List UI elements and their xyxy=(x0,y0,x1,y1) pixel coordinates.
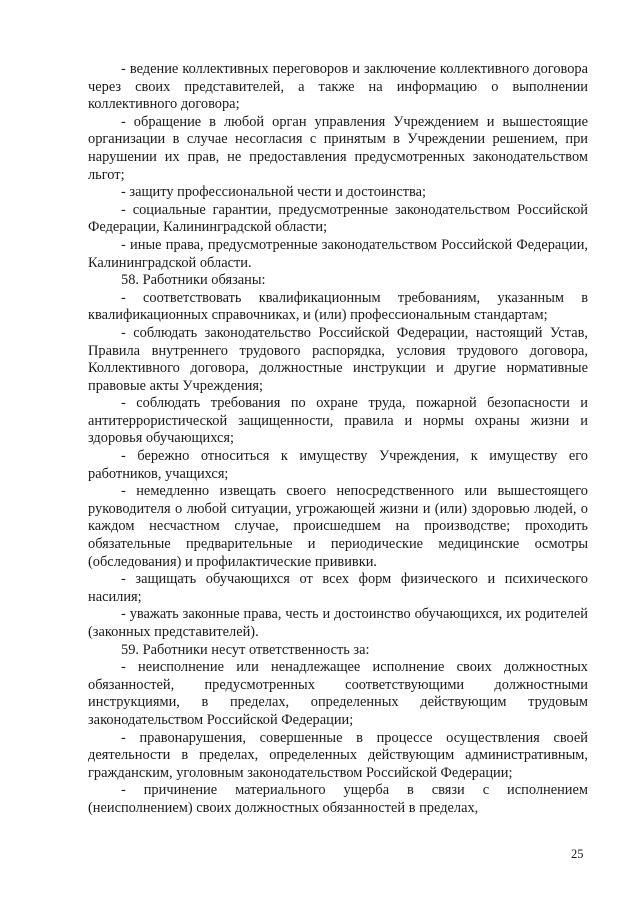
paragraph-honor: - защиту профессиональной чести и достоинства; xyxy=(121,184,427,201)
paragraph-notify: - немедленно извещать своего непосредственного или вышестоящего руководителя о любой ситуации, угрожающей жизни и (или) здоровью людей, о каждом несчастном случае, происшедшем на производстве; проходить обязательные предварительные и периодические медицинские осмотры (обследования) и профилактические прививки. xyxy=(88,483,588,570)
section-heading-59: 59. Работники несут ответственность за: xyxy=(121,641,370,658)
paragraph-social-guarantees: - социальные гарантии, предусмотренные законодательством Российской Федерации, Калининградской области; xyxy=(88,201,588,236)
paragraph-appeal: - обращение в любой орган управления Учреждением и вышестоящие организации в случае несогласия с принятым в Учреждении решением, при нарушении их прав, не предоставления предусмотренных законодательством льгот; xyxy=(88,113,588,183)
paragraph-offenses: - правонарушения, совершенные в процессе осуществления своей деятельности в пределах, определенных действующим административным, гражданским, уголовным законодательством Российской Федерации; xyxy=(88,729,588,781)
section-heading-58: 58. Работники обязаны: xyxy=(121,272,266,289)
paragraph-protect: - защищать обучающихся от всех форм физического и психического насилия; xyxy=(88,571,588,605)
paragraph-legislation: - соблюдать законодательство Российской Федерации, настоящий Устав, Правила внутреннего трудового распорядка, условия трудового договора, Коллективного договора, должностные инструкции и другие нормативные правовые акты Учреждения; xyxy=(88,324,588,394)
paragraph-qualification: - соответствовать квалификационным требованиям, указанным в квалификационных справочниках, и (или) профессиональным стандартам; xyxy=(88,289,588,324)
paragraph-respect: - уважать законные права, честь и достоинство обучающихся, их родителей (законных представителей). xyxy=(88,606,588,640)
paragraph-property: - бережно относиться к имуществу Учреждения, к имуществу его работников, учащихся; xyxy=(88,448,588,482)
document-body xyxy=(88,61,588,818)
paragraph-safety: - соблюдать требования по охране труда, пожарной безопасности и антитеррористической защищенности, правила и нормы охраны жизни и здоровья обучающихся; xyxy=(88,395,588,447)
paragraph-damage: - причинение материального ущерба в связи с исполнением (неисполнением) своих должностных обязанностей в пределах, xyxy=(88,782,588,816)
page-number: 25 xyxy=(571,847,584,861)
paragraph-nonperformance: - неисполнение или ненадлежащее исполнение своих должностных обязанностей, предусмотренных соответствующими должностными инструкциями, в пределах, определенных действующим трудовым законодательством Российской Федерации; xyxy=(88,659,588,728)
paragraph-other-rights: - иные права, предусмотренные законодательством Российской Федерации, Калининградской области. xyxy=(88,236,588,271)
paragraph-collective-bargaining: - ведение коллективных переговоров и заключение коллективного договора через своих представителей, а также на информацию о выполнении коллективного договора; xyxy=(88,61,588,113)
